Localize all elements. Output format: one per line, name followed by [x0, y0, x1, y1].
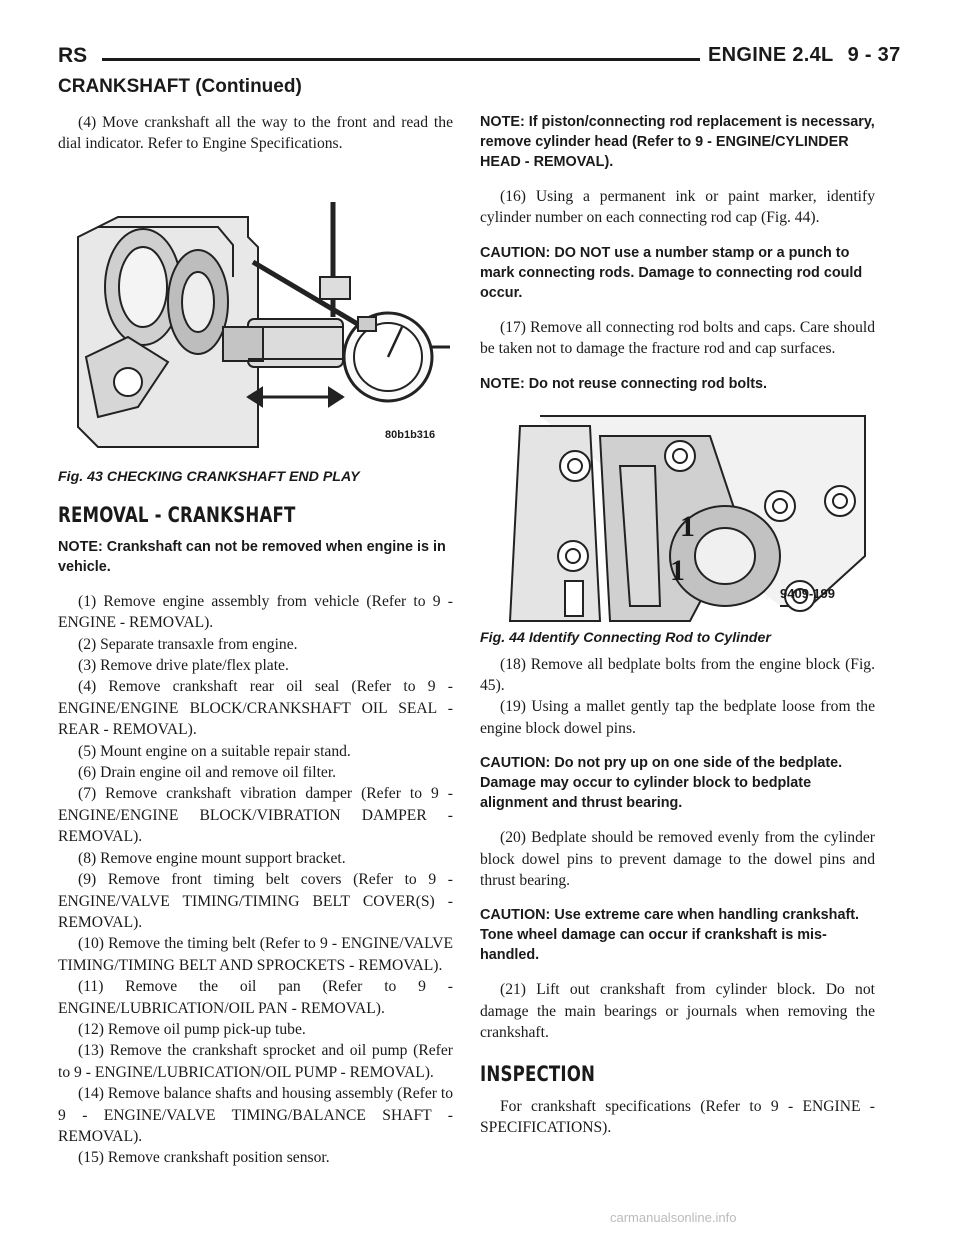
figure-44: [480, 406, 875, 628]
caution-pry-bedplate: CAUTION: Do not pry up on one side of the bedplate. Damage may occur to cylinder block to bedplate alignment and thrust bearing.: [480, 755, 843, 812]
removal-step-20: (20) Bedplate should be removed evenly from the cylinder block dowel pins to prevent damage to the dowel pins and thrust bearing.: [480, 829, 875, 890]
figure-43: [58, 167, 453, 467]
figure-44-caption: Fig. 44 Identify Connecting Rod to Cylinder: [480, 629, 771, 646]
removal-step-19: (19) Using a mallet gently tap the bedplate loose from the engine block dowel pins.: [480, 698, 875, 737]
note-piston-replacement: NOTE: If piston/connecting rod replacement is necessary, remove cylinder head (Refer to 9 - ENGINE/CYLINDER HEAD - REMOVAL).: [480, 114, 875, 170]
watermark: carmanualsonline.info: [610, 1210, 737, 1225]
section-continued-title: CRANKSHAFT (Continued): [58, 76, 302, 97]
removal-step-5: (5) Mount engine on a suitable repair stand.: [78, 742, 351, 760]
removal-steps-list: [58, 591, 453, 1169]
removal-step-15: (15) Remove crankshaft position sensor.: [78, 1149, 330, 1167]
removal-step-10: (10) Remove the timing belt (Refer to 9 - ENGINE/VALVE TIMING/TIMING BELT AND SPROCKETS - REMOVAL).: [58, 935, 453, 974]
removal-step-7: (7) Remove crankshaft vibration damper (Refer to 9 - ENGINE/ENGINE BLOCK/VIBRATION DAMPER - REMOVAL).: [58, 785, 453, 846]
left-column: [58, 112, 453, 1169]
header-title: ENGINE 2.4L: [708, 44, 834, 66]
caution-tone-wheel: CAUTION: Use extreme care when handling crankshaft. Tone wheel damage can occur if crankshaft is mis-handled.: [480, 907, 860, 964]
removal-step-2: (2) Separate transaxle from engine.: [78, 635, 298, 653]
removal-step-1: (1) Remove engine assembly from vehicle (Refer to 9 - ENGINE - REMOVAL).: [58, 592, 453, 632]
removal-step-14: (14) Remove balance shafts and housing assembly (Refer to 9 - ENGINE/VALVE TIMING/BALANCE SHAFT - REMOVAL).: [58, 1085, 454, 1145]
cylinder-number-mark-upper: 1: [680, 509, 695, 543]
removal-step-12: (12) Remove oil pump pick-up tube.: [78, 1020, 306, 1038]
header-left-code: RS: [58, 44, 88, 67]
figure-43-caption: Fig. 43 CHECKING CRANKSHAFT END PLAY: [58, 468, 360, 485]
right-column: [480, 112, 875, 1139]
caution-number-stamp: CAUTION: DO NOT use a number stamp or a punch to mark connecting rods. Damage to connecting rod could occur.: [480, 244, 863, 301]
inspection-text: For crankshaft specifications (Refer to 9 - ENGINE - SPECIFICATIONS).: [480, 1097, 875, 1137]
removal-step-6: (6) Drain engine oil and remove oil filter.: [78, 764, 337, 782]
inspection-heading: INSPECTION: [480, 1061, 596, 1086]
removal-step-4: (4) Remove crankshaft rear oil seal (Refer to 9 - ENGINE/ENGINE BLOCK/CRANKSHAFT OIL SEAL - REAR - REMOVAL).: [58, 678, 453, 739]
removal-step-9: (9) Remove front timing belt covers (Refer to 9 - ENGINE/VALVE TIMING/TIMING BELT COVER(S) - REMOVAL).: [58, 871, 453, 931]
paragraph-end-play-step: (4) Move crankshaft all the way to the front and read the dial indicator. Refer to Engine Specifications.: [58, 114, 453, 153]
removal-step-13: (13) Remove the crankshaft sprocket and oil pump (Refer to 9 - ENGINE/LUBRICATION/OIL PUMP - REMOVAL).: [58, 1042, 453, 1081]
figure-44-code: 9409-199: [780, 585, 835, 601]
removal-note: NOTE: Crankshaft can not be removed when engine is in vehicle.: [58, 538, 446, 575]
figure-43-code: 80b1b316: [385, 428, 436, 441]
page-number: 9 - 37: [847, 44, 901, 66]
removal-step-16: (16) Using a permanent ink or paint marker, identify cylinder number on each connecting rod cap (Fig. 44).: [480, 188, 875, 227]
removal-step-8: (8) Remove engine mount support bracket.: [78, 849, 346, 867]
header-rule: [102, 58, 700, 61]
cylinder-number-mark-lower: 1: [670, 553, 685, 587]
removal-step-11: (11) Remove the oil pan (Refer to 9 - ENGINE/LUBRICATION/OIL PAN - REMOVAL).: [58, 978, 453, 1017]
header-right: [708, 44, 901, 67]
removal-heading: REMOVAL - CRANKSHAFT: [58, 502, 296, 527]
note-reuse-bolts: NOTE: Do not reuse connecting rod bolts.: [480, 375, 768, 392]
crankshaft-end-play-illustration: [58, 167, 453, 467]
removal-step-21: (21) Lift out crankshaft from cylinder block. Do not damage the main bearings or journals when removing the crankshaft.: [480, 981, 875, 1042]
removal-step-17: (17) Remove all connecting rod bolts and caps. Care should be taken not to damage the fracture rod and cap surfaces.: [480, 318, 875, 358]
removal-step-18: (18) Remove all bedplate bolts from the engine block (Fig. 45).: [480, 655, 875, 695]
removal-step-3: (3) Remove drive plate/flex plate.: [78, 657, 289, 675]
